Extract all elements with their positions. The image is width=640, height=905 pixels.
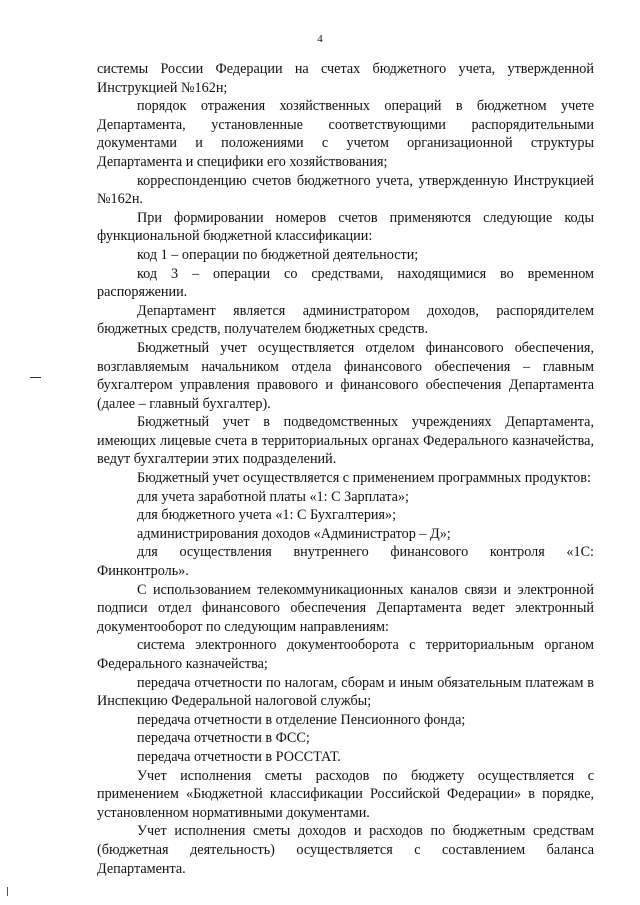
paragraph: корреспонденцию счетов бюджетного учета, утвержденную Инструкцией №162н. bbox=[97, 172, 594, 208]
paragraph: код 3 – операции со средствами, находящимися во временном распоряжении. bbox=[97, 265, 594, 301]
document-body bbox=[97, 60, 594, 878]
paragraph: Бюджетный учет в подведомственных учреждениях Департамента, имеющих лицевые счета в территориальных органах Федерального казначейства, ведут бухгалтерии этих подразделений. bbox=[97, 414, 594, 468]
paragraph: для осуществления внутреннего финансового контроля «1С: Финконтроль». bbox=[97, 544, 594, 580]
scan-mark bbox=[7, 887, 8, 896]
paragraph: передача отчетности в отделение Пенсионного фонда; bbox=[137, 711, 466, 728]
paragraph: передача отчетности по налогам, сборам и иным обязательным платежам в Инспекцию Федеральной налоговой службы; bbox=[97, 674, 594, 710]
paragraph: Учет исполнения сметы доходов и расходов по бюджетным средствам (бюджетная деятельность) осуществляется с составлением баланса Департамента. bbox=[97, 823, 594, 877]
paragraph: Бюджетный учет осуществляется отделом финансового обеспечения, возглавляемым начальником отдела финансового обеспечения – главным бухгалтером управления правового и финансового обеспечения Департамента (далее – главный бухгалтер). bbox=[97, 339, 594, 412]
paragraph: Департамент является администратором доходов, распорядителем бюджетных средств, получателем бюджетных средств. bbox=[97, 302, 594, 338]
paragraph: для учета заработной платы «1: С Зарплата»; bbox=[137, 488, 409, 505]
paragraph: передача отчетности в ФСС; bbox=[137, 730, 310, 747]
paragraph: передача отчетности в РОССТАТ. bbox=[137, 748, 341, 765]
paragraph: Бюджетный учет осуществляется с применением программных продуктов: bbox=[137, 470, 591, 487]
paragraph: код 1 – операции по бюджетной деятельности; bbox=[137, 246, 419, 263]
margin-mark bbox=[30, 377, 41, 378]
paragraph: При формировании номеров счетов применяются следующие коды функциональной бюджетной классификации: bbox=[97, 209, 594, 245]
paragraph: Учет исполнения сметы расходов по бюджету осуществляется с применением «Бюджетной классификации Российской Федерации» в порядке, установленном нормативными документами. bbox=[97, 767, 594, 821]
paragraph: для бюджетного учета «1: С Бухгалтерия»; bbox=[137, 507, 397, 524]
paragraph: порядок отражения хозяйственных операций в бюджетном учете Департамента, установленные соответствующими распорядительными документами и положениями с учетом организационной структуры Департамента и специфики его хозяйствования; bbox=[97, 98, 594, 170]
paragraph: системы России Федерации на счетах бюджетного учета, утвержденной Инструкцией №162н; bbox=[97, 61, 594, 96]
paragraph: С использованием телекоммуникационных каналов связи и электронной подписи отдел финансового обеспечения Департамента ведет электронный документооборот по следующим направлениям: bbox=[97, 581, 594, 635]
page-number: 4 bbox=[317, 33, 323, 45]
paragraph: администрирования доходов «Администратор – Д»; bbox=[137, 525, 451, 542]
paragraph: система электронного документооборота с территориальным органом Федерального казначейства; bbox=[97, 637, 594, 672]
